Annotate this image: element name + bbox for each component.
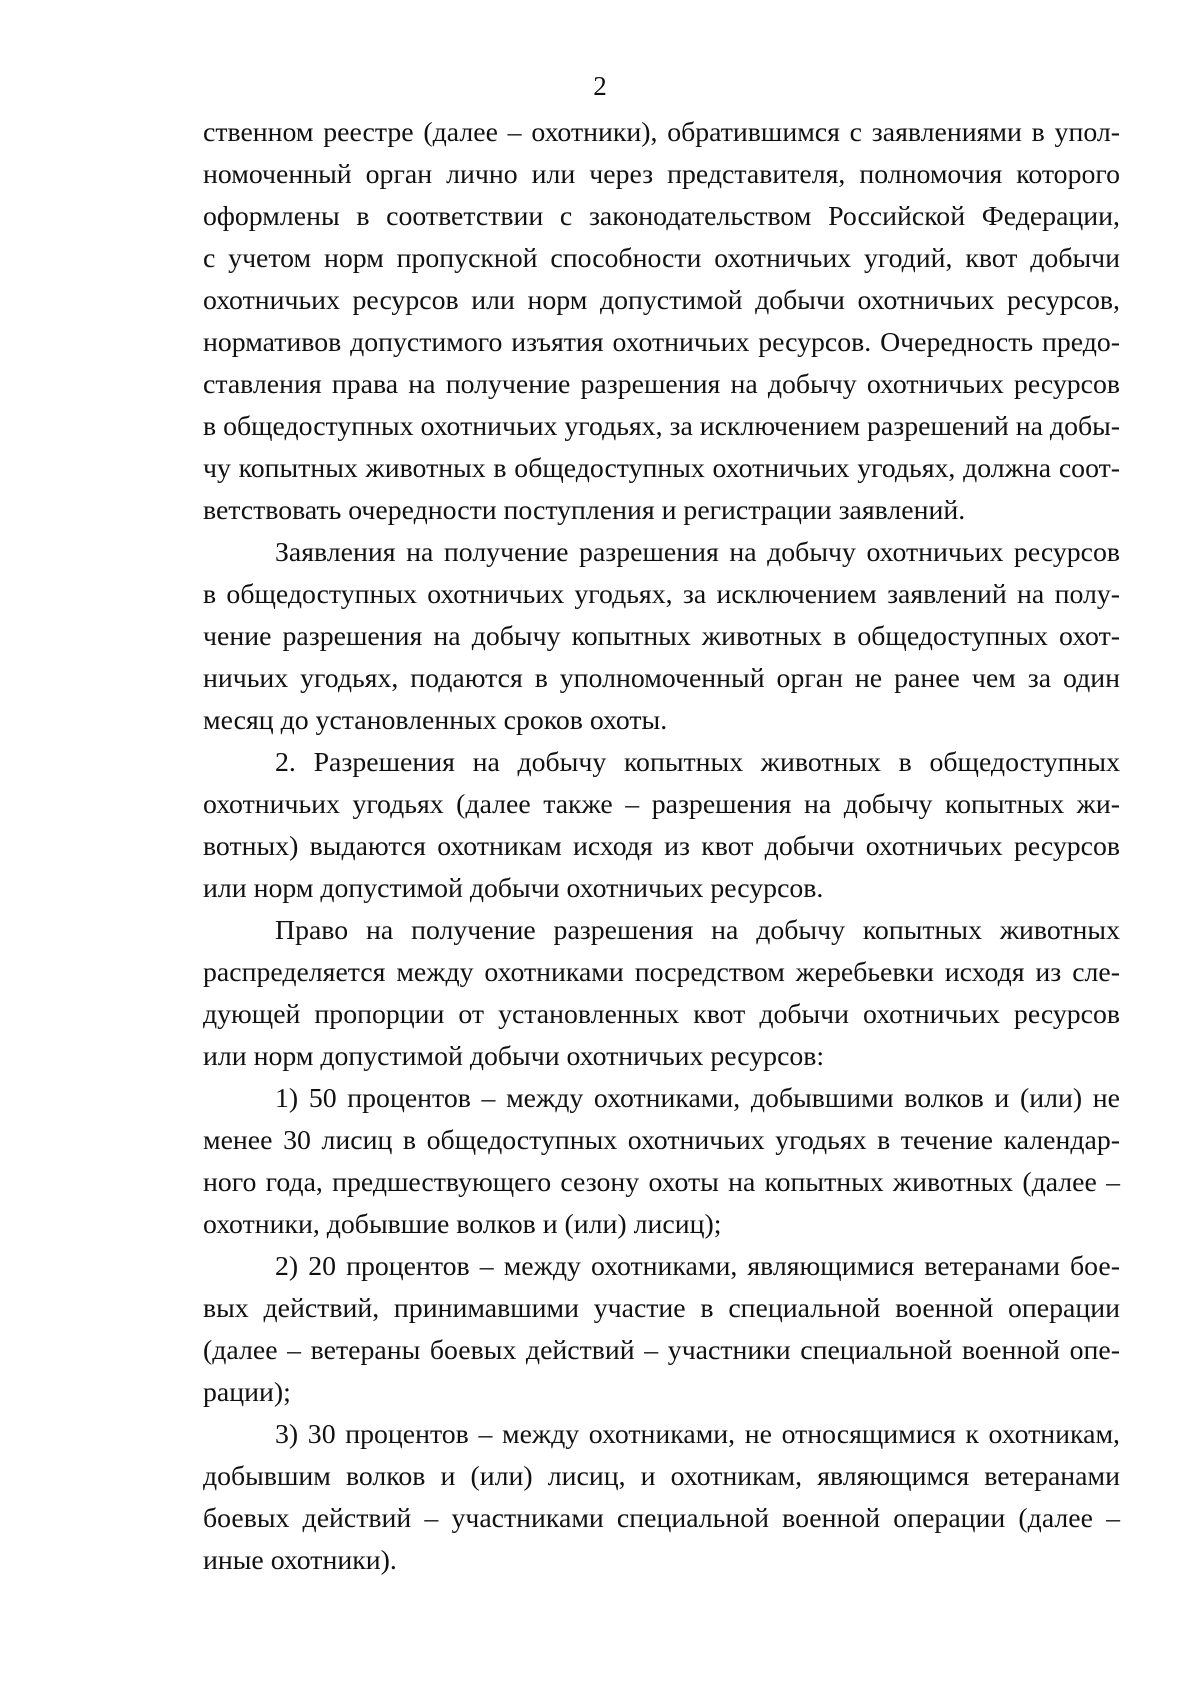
paragraph-line: чу копытных животных в общедоступных охотничьих угодьях, должна соот- — [203, 453, 1120, 484]
paragraph-line: ветствовать очередности поступления и регистрации заявлений. — [203, 495, 966, 526]
paragraph-line: 3) 30 процентов – между охотниками, не относящимися к охотникам, — [275, 1419, 1120, 1450]
paragraph-line: дующей пропорции от установленных квот добычи охотничьих ресурсов — [203, 999, 1120, 1030]
paragraph-line: вых действий, принимавшими участие в специальной военной операции — [203, 1293, 1120, 1324]
paragraph-line: Право на получение разрешения на добычу копытных животных — [275, 915, 1120, 946]
paragraph-line: чение разрешения на добычу копытных животных в общедоступных охот- — [203, 621, 1120, 652]
paragraph-line: 1) 50 процентов – между охотниками, добывшими волков и (или) не — [275, 1083, 1120, 1114]
paragraph-line: месяц до установленных сроков охоты. — [203, 705, 668, 736]
paragraph-line: охотничьих ресурсов или норм допустимой добычи охотничьих ресурсов, — [203, 285, 1120, 316]
paragraph-line: 2) 20 процентов – между охотниками, являющимися ветеранами бое- — [275, 1251, 1120, 1282]
paragraph-line: распределяется между охотниками посредством жеребьевки исходя из сле- — [203, 957, 1120, 988]
paragraph — [203, 910, 1120, 1078]
paragraph-line: номоченный орган лично или через представителя, полномочия которого — [203, 159, 1120, 190]
paragraph-line: (далее – ветераны боевых действий – участники специальной военной опе- — [203, 1335, 1120, 1366]
paragraph-line: менее 30 лисиц в общедоступных охотничьих угодьях в течение календар- — [203, 1125, 1120, 1156]
paragraph-line: вотных) выдаются охотникам исходя из квот добычи охотничьих ресурсов — [203, 831, 1120, 862]
paragraph-line: охотничьих угодьях (далее также – разрешения на добычу копытных жи- — [203, 789, 1120, 820]
paragraph-line: с учетом норм пропускной способности охотничьих угодий, квот добычи — [203, 243, 1120, 274]
paragraph-line: боевых действий – участниками специальной военной операции (далее – — [203, 1503, 1120, 1534]
paragraph-line: охотники, добывшие волков и (или) лисиц); — [203, 1209, 722, 1240]
paragraph-line: или норм допустимой добычи охотничьих ресурсов. — [203, 873, 824, 904]
paragraph-line: 2. Разрешения на добычу копытных животных в общедоступных — [275, 747, 1120, 778]
paragraph — [203, 112, 1120, 532]
paragraph — [203, 1414, 1120, 1582]
paragraph — [203, 1078, 1120, 1246]
paragraph-line: добывшим волков и (или) лисиц, и охотникам, являющимся ветеранами — [203, 1461, 1120, 1492]
paragraph-line: или норм допустимой добычи охотничьих ресурсов: — [203, 1041, 825, 1072]
paragraph-line: в общедоступных охотничьих угодьях, за исключением разрешений на добы- — [203, 411, 1121, 442]
paragraph-line: рации); — [203, 1377, 291, 1408]
paragraph — [203, 1246, 1120, 1414]
paragraph-line: иные охотники). — [203, 1545, 397, 1576]
paragraph-line: ного года, предшествующего сезону охоты на копытных животных (далее – — [203, 1167, 1120, 1198]
paragraph-line: ставления права на получение разрешения на добычу охотничьих ресурсов — [203, 369, 1120, 400]
paragraph-line: нормативов допустимого изъятия охотничьих ресурсов. Очередность предо- — [203, 327, 1120, 358]
paragraph — [203, 742, 1120, 910]
body-text — [203, 112, 1120, 1582]
paragraph-line: в общедоступных охотничьих угодьях, за исключением заявлений на полу- — [203, 579, 1120, 610]
paragraph-line: ственном реестре (далее – охотники), обратившимся с заявлениями в упол- — [203, 117, 1120, 148]
paragraph-line: ничьих угодьях, подаются в уполномоченный орган не ранее чем за один — [203, 663, 1120, 694]
paragraph-line: Заявления на получение разрешения на добычу охотничьих ресурсов — [275, 537, 1120, 568]
paragraph — [203, 532, 1120, 742]
paragraph-line: оформлены в соответствии с законодательством Российской Федерации, — [203, 201, 1120, 232]
page-number: 2 — [593, 71, 607, 101]
